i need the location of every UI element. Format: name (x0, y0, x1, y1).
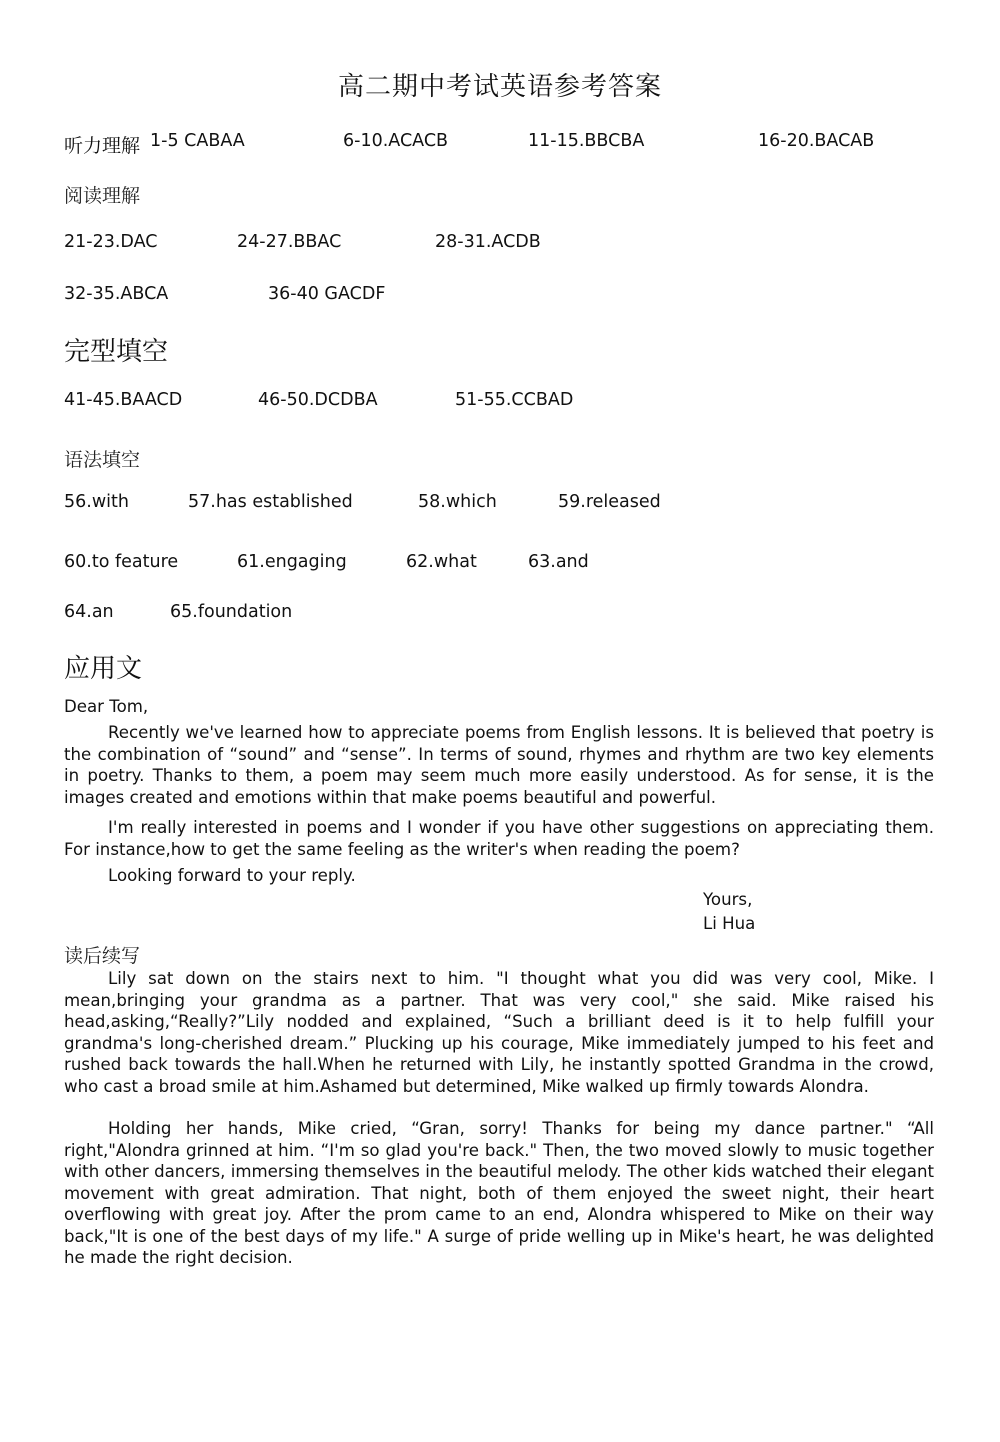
letter-paragraph-3: Looking forward to your reply. (108, 866, 356, 885)
letter-greeting: Dear Tom, (64, 697, 149, 716)
cloze-answer: 51-55.CCBAD (455, 390, 574, 410)
grammar-answer: 63.and (528, 552, 589, 572)
letter-signature: Li Hua (703, 914, 756, 933)
reading-answer: 24-27.BBAC (237, 232, 342, 252)
grammar-answer: 58.which (418, 492, 497, 512)
cloze-answer: 46-50.DCDBA (258, 390, 378, 410)
grammar-answer: 56.with (64, 492, 129, 512)
grammar-label: 语法填空 (64, 449, 141, 471)
grammar-answer: 57.has established (188, 492, 353, 512)
letter-paragraph-1: Recently we've learned how to appreciate poems from English lessons. It is believed that poetry is the combination of “sound” and “sense”. In terms of sound, rhymes and rhythm are two key elements in poetry. Thanks to them, a poem may seem much more easily understood. As for sense, it is the images created and emotions within that make poems beautiful and powerful. (64, 723, 934, 807)
reading-answer: 36-40 GACDF (268, 284, 386, 304)
reading-answer: 28-31.ACDB (435, 232, 541, 252)
listening-answer-2: 6-10.ACACB (343, 131, 449, 151)
grammar-answer: 62.what (406, 552, 477, 572)
cloze-label: 完型填空 (64, 337, 169, 367)
letter-paragraph-2: I'm really interested in poems and I wonder if you have other suggestions on appreciating them. For instance,how to get the same feeling as the writer's when reading the poem? (64, 818, 934, 859)
grammar-answer: 61.engaging (237, 552, 347, 572)
listening-answer-1: 1-5 CABAA (150, 131, 245, 151)
reading-answer: 32-35.ABCA (64, 284, 169, 304)
continuation-paragraph-2: Holding her hands, Mike cried, “Gran, sorry! Thanks for being my dance partner." “All right,"Alondra grinned at him. “I'm so glad you're back." Then, the two moved slowly to music together with other dancers, immersing themselves in the beautiful melody. The other kids watched their elegant movement with great admiration. That night, both of them enjoyed the sweet night, their heart overflowing with great joy. After the prom came to an end, Alondra whispered to Mike on their way back,"It is one of the best days of my life." A surge of pride welling up in Mike's heart, he was delighted he made the right decision. (64, 1119, 934, 1267)
reading-answer: 21-23.DAC (64, 232, 158, 252)
continuation-paragraph-1: Lily sat down on the stairs next to him. "I thought what you did was very cool, Mike. I mean,bringing your grandma as a partner. That was very cool," she said. Mike raised his head,asking,“Really?”Lily nodded and explained, “Such a brilliant deed is it to help fulfill your grandma's long-cherished dream.” Plucking up his courage, Mike immediately jumped to his feet and rushed back towards the hall.When he returned with Lily, he instantly spotted Grandma in the crowd, who cast a broad smile at him.Ashamed but determined, Mike walked up firmly towards Alondra. (64, 969, 934, 1096)
page-title: 高二期中考试英语参考答案 (337, 72, 662, 102)
continuation-label: 读后续写 (64, 945, 141, 967)
listening-answer-4: 16-20.BACAB (758, 131, 875, 151)
grammar-answer: 65.foundation (170, 602, 293, 622)
grammar-answer: 60.to feature (64, 552, 179, 572)
cloze-answer: 41-45.BAACD (64, 390, 183, 410)
writing-label: 应用文 (64, 654, 143, 684)
reading-label: 阅读理解 (64, 185, 141, 207)
listening-answer-3: 11-15.BBCBA (528, 131, 645, 151)
grammar-answer: 59.released (558, 492, 661, 512)
listening-label-text: 听力理解 (64, 135, 141, 157)
letter-closing: Yours, (703, 890, 753, 909)
grammar-answer: 64.an (64, 602, 114, 622)
listening-label (64, 131, 140, 158)
